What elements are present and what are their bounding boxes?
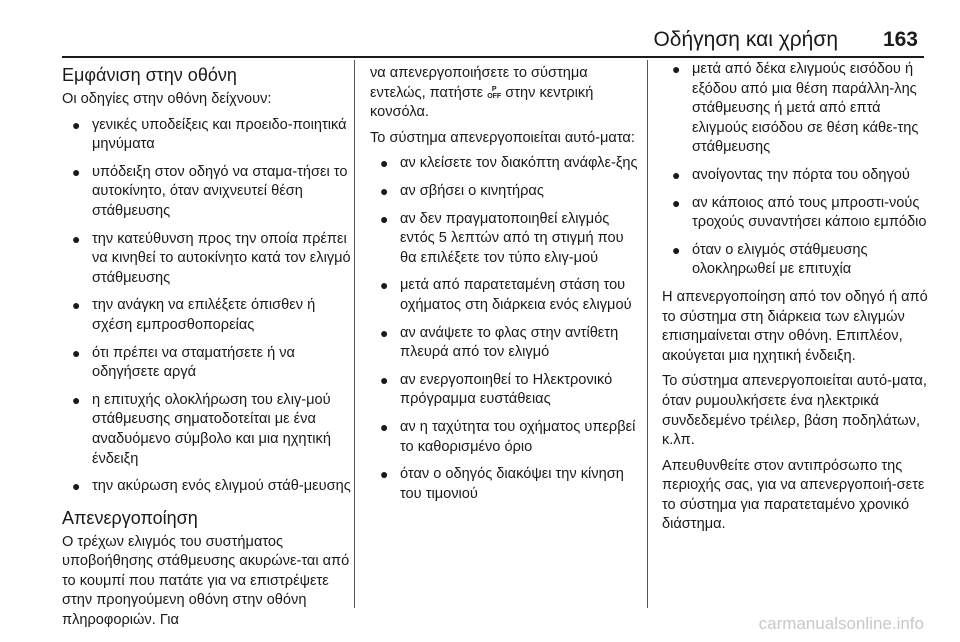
driver-deactivation-paragraph: Η απενεργοποίηση από τον οδηγό ή από το σύστημα στη διάρκεια των ελιγμών επισημαίνεται στην οθόνη. Επιπλέον, ακούγεται μια ηχητική ένδειξη.	[662, 288, 928, 364]
column-2	[370, 60, 640, 512]
list-item: ● την ανάγκη να επιλέξετε όπισθεν ή σχέση εμπροσθοπορείας	[72, 297, 316, 333]
bullet-icon: ●	[380, 182, 389, 199]
more-conditions-list	[662, 60, 928, 280]
column-divider-1	[354, 60, 355, 608]
list-item: ● αν κλείσετε τον διακόπτη ανάφλε-ξης	[370, 154, 640, 174]
bullet-icon: ●	[72, 163, 81, 180]
bullet-icon: ●	[672, 241, 681, 258]
list-item: ● αν δεν πραγματοποιηθεί ελιγμός εντός 5 λεπτών από τη στιγμή που θα επιλέξετε τον τύπο ελιγ-μού	[380, 210, 624, 266]
list-item: ● όταν ο ελιγμός στάθμευσης ολοκληρωθεί με επιτυχία	[672, 241, 868, 278]
bullet-icon: ●	[380, 324, 389, 341]
bullet-icon: ●	[72, 344, 81, 361]
park-assist-off-icon: P OFF	[487, 85, 502, 100]
list-item: ● ανοίγοντας την πόρτα του οδηγού	[662, 166, 928, 186]
dealer-paragraph: Απευθυνθείτε στον αντιπρόσωπο της περιοχής σας, για να απενεργοποιή-σετε το σύστημα για παρατεταμένο χρονικό διάστημα.	[662, 457, 925, 533]
section-heading-deactivation: Απενεργοποίηση	[62, 507, 198, 528]
list-item: ● μετά από παρατεταμένη στάση του οχήματος στη διάρκεια ενός ελιγμού	[380, 277, 632, 313]
list-item: ● ότι πρέπει να σταματήσετε ή να οδηγήσετε αργά	[72, 344, 295, 381]
list-item: ● αν ανάψετε το φλας στην αντίθετη πλευρά από τον ελιγμό	[380, 324, 619, 361]
list-item: ● υπόδειξη στον οδηγό να σταμα-τήσει το αυτοκίνητο, όταν ανιχνευτεί θέση στάθμευσης	[72, 163, 348, 219]
bullet-icon: ●	[72, 116, 81, 133]
bullet-icon: ●	[380, 418, 389, 435]
intro-paragraph: Οι οδηγίες στην οθόνη δείχνουν:	[62, 91, 272, 107]
section-heading-display: Εμφάνιση στην οθόνη	[62, 65, 237, 85]
column-divider-2	[647, 60, 648, 608]
list-item: ● αν η ταχύτητα του οχήματος υπερβεί το καθορισμένο όριο	[380, 418, 636, 455]
chapter-title: Οδήγηση και χρήση	[653, 28, 838, 51]
bullet-icon: ●	[380, 371, 389, 388]
list-item: ● αν σβήσει ο κινητήρας	[370, 182, 640, 202]
list-item: ● αν ενεργοποιηθεί το Ηλεκτρονικό πρόγραμμα ευστάθειας	[380, 371, 613, 408]
list-item: ● την ακύρωση ενός ελιγμού στάθ-μευσης	[62, 477, 352, 497]
list-item: ● αν κάποιος από τους μπροστι-νούς τροχούς συναντήσει κάποιο εμπόδιο	[672, 194, 927, 231]
bullet-icon: ●	[380, 466, 389, 483]
display-bullet-list	[62, 116, 352, 497]
bullet-icon: ●	[380, 210, 389, 227]
list-item: ● όταν ο οδηγός διακόψει την κίνηση του τιμονιού	[380, 466, 624, 502]
bullet-icon: ●	[672, 194, 681, 211]
auto-deactivation-paragraph: Το σύστημα απενεργοποιείται αυτό-ματα:	[370, 129, 635, 146]
bullet-icon: ●	[72, 230, 81, 247]
column-1	[62, 60, 352, 637]
bullet-icon: ●	[672, 166, 681, 183]
list-item: ● μετά από δέκα ελιγμούς εισόδου ή εξόδου από μια θέση παράλλη-λης στάθμευσης ή μετά από επτά ελιγμούς εισόδου σε θέση κάθε-της στάθμευσης	[672, 61, 919, 156]
list-item: ● γενικές υποδείξεις και προειδο-ποιητικά μηνύματα	[72, 116, 347, 153]
page-header	[0, 0, 960, 58]
list-item: ● την κατεύθυνση προς την οποία πρέπει να κινηθεί το αυτοκίνητο κατά τον ελιγμό στάθμευσης	[72, 230, 351, 286]
bullet-icon: ●	[72, 297, 81, 314]
bullet-icon: ●	[72, 391, 81, 408]
watermark: carmanualsonline.info	[758, 614, 924, 633]
column-3	[662, 60, 928, 541]
deactivation-paragraph: Ο τρέχων ελιγμός του συστήματος υποβοήθησης στάθμευσης ακυρώνε-ται από το κουμπί που πατάτε για να επιστρέψετε στην προηγούμενη οθόνη στην οθόνη πληροφοριών. Για	[62, 533, 350, 629]
bullet-icon: ●	[72, 478, 81, 495]
page-number: 163	[882, 28, 918, 51]
continued-paragraph: να απενεργοποιήσετε το σύστημα εντελώς, πατήστε P OFF στην κεντρική κονσόλα.	[370, 65, 594, 121]
list-item: ● η επιτυχής ολοκλήρωση του ελιγ-μού στάθμευσης σηματοδοτείται με ένα αναδυόμενο σύμβολο και μια ηχητική ένδειξη	[72, 391, 331, 467]
bullet-icon: ●	[380, 277, 389, 294]
trailer-paragraph: Το σύστημα απενεργοποιείται αυτό-ματα, όταν ρυμουλκήσετε ένα ηλεκτρικά συνδεδεμένο τρέιλερ, βάση ποδηλάτων, κ.λπ.	[662, 373, 927, 449]
deactivation-conditions-list	[370, 154, 640, 504]
bullet-icon: ●	[672, 61, 681, 77]
header-divider	[62, 56, 924, 58]
bullet-icon: ●	[380, 155, 389, 172]
